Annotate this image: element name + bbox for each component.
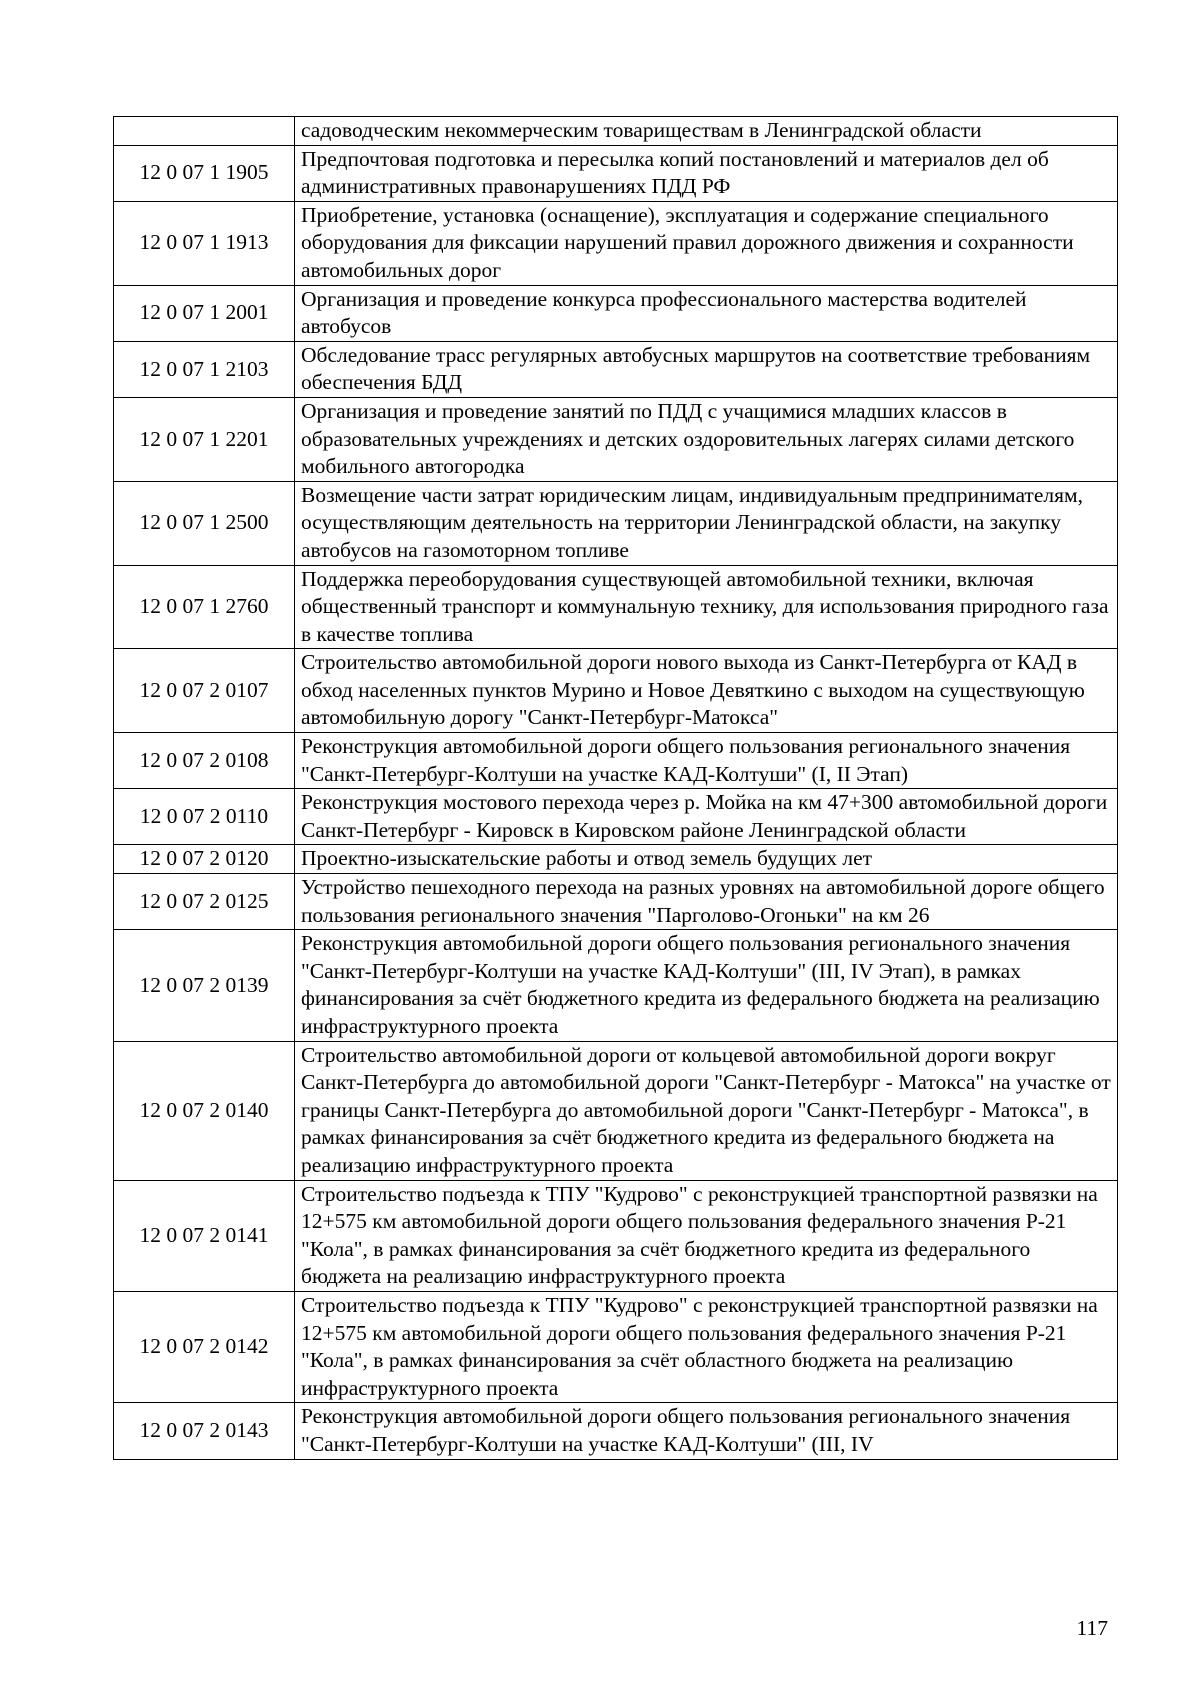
table-row [114, 1403, 1118, 1459]
code-cell: 12 0 07 2 0140 [114, 1041, 295, 1180]
table-row [114, 145, 1118, 201]
description-cell: Предпочтовая подготовка и пересылка копий постановлений и материалов дел об административных правонарушениях ПДД РФ [295, 145, 1118, 201]
description-cell: Строительство автомобильной дороги нового выхода из Санкт-Петербурга от КАД в обход населенных пунктов Мурино и Новое Девяткино с выходом на существующую автомобильную дорогу "Санкт-Петербург-Матокса" [295, 649, 1118, 733]
page-number: 117 [1076, 1616, 1108, 1640]
table-row [114, 874, 1118, 930]
code-cell: 12 0 07 2 0125 [114, 874, 295, 930]
code-cell: 12 0 07 2 0107 [114, 649, 295, 733]
description-cell: Организация и проведение конкурса профессионального мастерства водителей автобусов [295, 285, 1118, 341]
description-cell: Строительство автомобильной дороги от кольцевой автомобильной дороги вокруг Санкт-Петербурга до автомобильной дороги "Санкт-Петербург - Матокса" на участке от границы Санкт-Петербурга до автомобильной дороги "Санкт-Петербург - Матокса", в рамках финансирования за счёт бюджетного кредита из федерального бюджета на реализацию инфраструктурного проекта [295, 1041, 1118, 1180]
table-row [114, 285, 1118, 341]
table-row [114, 117, 1118, 146]
description-cell: Реконструкция автомобильной дороги общего пользования регионального значения "Санкт-Петербург-Колтуши на участке КАД-Колтуши" (I, II Этап) [295, 733, 1118, 789]
table-body [114, 117, 1118, 1460]
description-cell: садоводческим некоммерческим товариществам в Ленинградской области [295, 117, 1118, 146]
code-cell: 12 0 07 1 2500 [114, 481, 295, 565]
code-cell: 12 0 07 2 0139 [114, 930, 295, 1041]
table-row [114, 341, 1118, 397]
table-row [114, 1041, 1118, 1180]
description-cell: Реконструкция мостового перехода через р. Мойка на км 47+300 автомобильной дороги Санкт-Петербург - Кировск в Кировском районе Ленинградской области [295, 789, 1118, 845]
description-cell: Приобретение, установка (оснащение), эксплуатация и содержание специального оборудования для фиксации нарушений правил дорожного движения и сохранности автомобильных дорог [295, 201, 1118, 285]
description-cell: Возмещение части затрат юридическим лицам, индивидуальным предпринимателям, осуществляющим деятельность на территории Ленинградской области, на закупку автобусов на газомоторном топливе [295, 481, 1118, 565]
table-row [114, 733, 1118, 789]
code-cell [114, 117, 295, 146]
table-row [114, 1291, 1118, 1402]
description-cell: Проектно-изыскательские работы и отвод земель будущих лет [295, 845, 1118, 874]
code-cell: 12 0 07 2 0110 [114, 789, 295, 845]
description-cell: Организация и проведение занятий по ПДД с учащимися младших классов в образовательных учреждениях и детских оздоровительных лагерях силами детского мобильного автогородка [295, 397, 1118, 481]
code-cell: 12 0 07 2 0143 [114, 1403, 295, 1459]
description-cell: Обследование трасс регулярных автобусных маршрутов на соответствие требованиям обеспечения БДД [295, 341, 1118, 397]
table-row [114, 930, 1118, 1041]
table-row [114, 397, 1118, 481]
description-cell: Реконструкция автомобильной дороги общего пользования регионального значения "Санкт-Петербург-Колтуши на участке КАД-Колтуши" (III, IV [295, 1403, 1118, 1459]
description-cell: Строительство подъезда к ТПУ "Кудрово" с реконструкцией транспортной развязки на 12+575 км автомобильной дороги общего пользования федерального значения Р-21 "Кола", в рамках финансирования за счёт бюджетного кредита из федерального бюджета на реализацию инфраструктурного проекта [295, 1180, 1118, 1291]
table-row [114, 649, 1118, 733]
code-cell: 12 0 07 1 2201 [114, 397, 295, 481]
code-cell: 12 0 07 1 2760 [114, 565, 295, 649]
code-cell: 12 0 07 2 0141 [114, 1180, 295, 1291]
code-cell: 12 0 07 2 0142 [114, 1291, 295, 1402]
code-cell: 12 0 07 1 1905 [114, 145, 295, 201]
code-cell: 12 0 07 1 1913 [114, 201, 295, 285]
description-cell: Устройство пешеходного перехода на разных уровнях на автомобильной дороге общего пользования регионального значения "Парголово-Огоньки" на км 26 [295, 874, 1118, 930]
table-row [114, 201, 1118, 285]
code-cell: 12 0 07 2 0108 [114, 733, 295, 789]
code-cell: 12 0 07 1 2103 [114, 341, 295, 397]
table-row [114, 845, 1118, 874]
table-row [114, 789, 1118, 845]
description-cell: Реконструкция автомобильной дороги общего пользования регионального значения "Санкт-Петербург-Колтуши на участке КАД-Колтуши" (III, IV Этап), в рамках финансирования за счёт бюджетного кредита из федерального бюджета на реализацию инфраструктурного проекта [295, 930, 1118, 1041]
table-row [114, 565, 1118, 649]
description-cell: Поддержка переоборудования существующей автомобильной техники, включая общественный транспорт и коммунальную технику, для использования природного газа в качестве топлива [295, 565, 1118, 649]
table-row [114, 481, 1118, 565]
budget-codes-table [113, 116, 1118, 1460]
code-cell: 12 0 07 1 2001 [114, 285, 295, 341]
table-row [114, 1180, 1118, 1291]
description-cell: Строительство подъезда к ТПУ "Кудрово" с реконструкцией транспортной развязки на 12+575 км автомобильной дороги общего пользования федерального значения Р-21 "Кола", в рамках финансирования за счёт областного бюджета на реализацию инфраструктурного проекта [295, 1291, 1118, 1402]
code-cell: 12 0 07 2 0120 [114, 845, 295, 874]
